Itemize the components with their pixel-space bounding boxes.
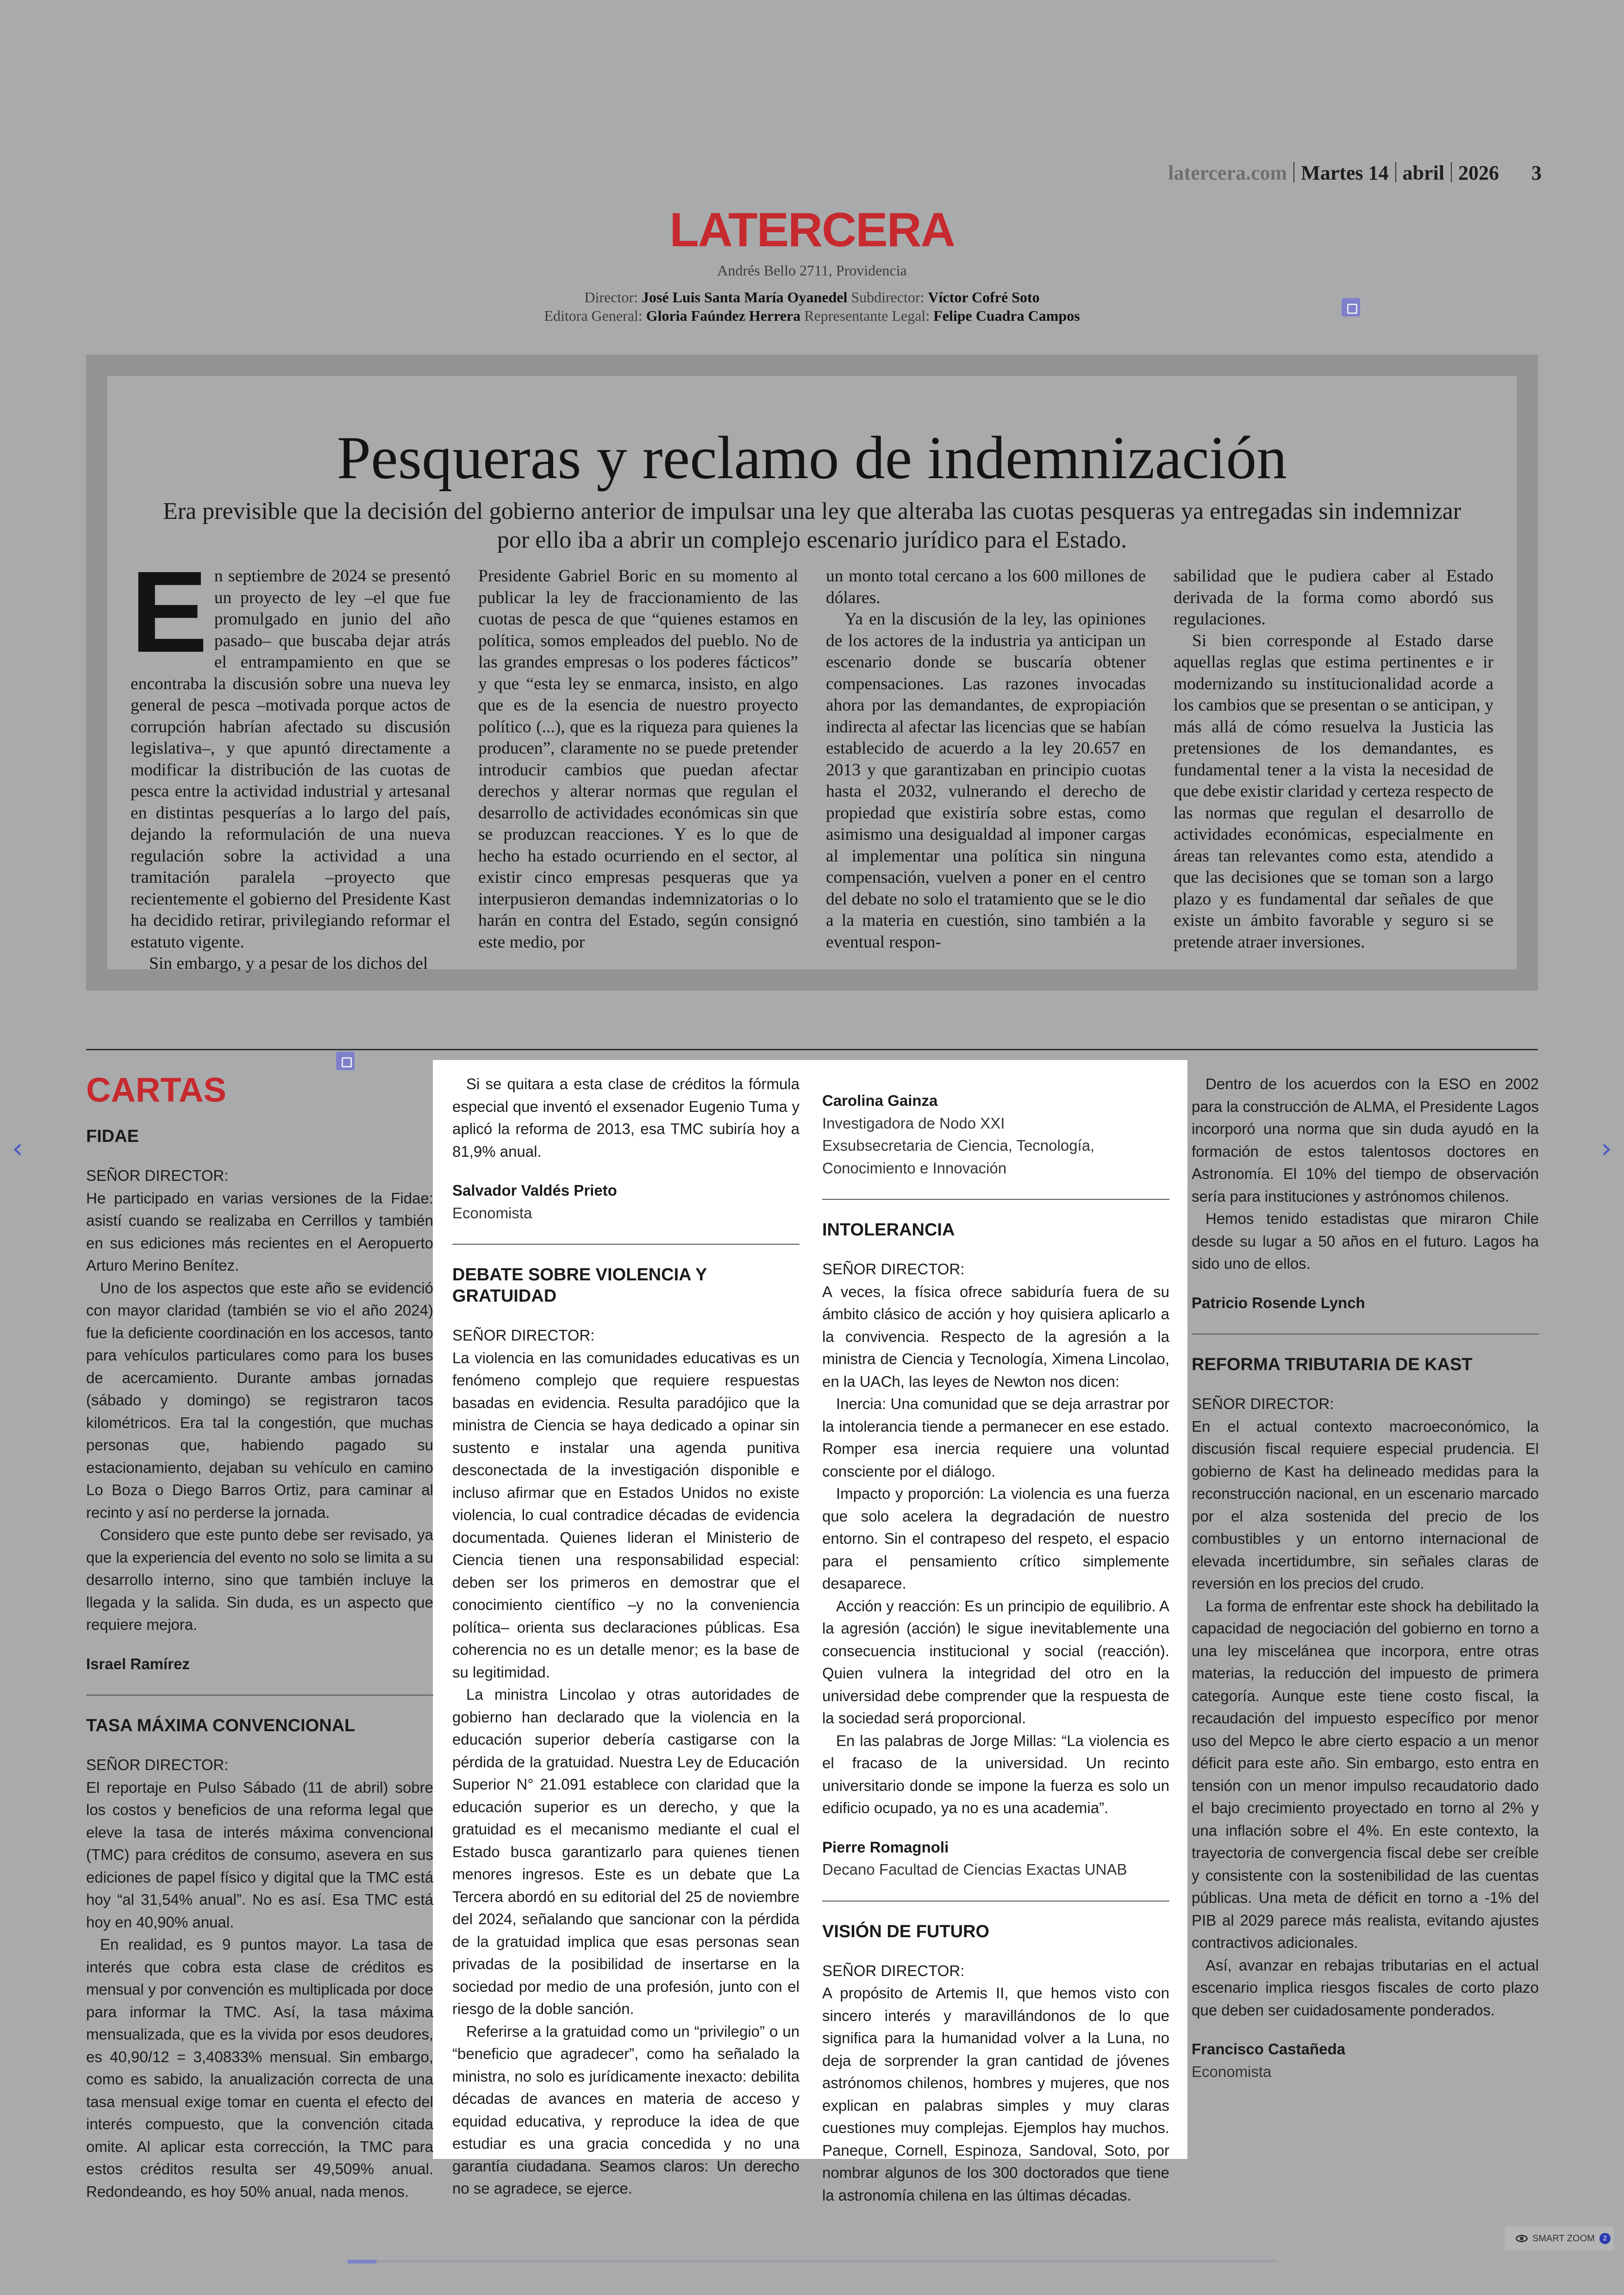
letter-paragraph: Uno de los aspectos que este año se evidenció con mayor claridad (también se vio el año 2024) fue la deficiente coordinación en los accesos, tanto para vehículos particulares como para los buses de acercamiento. Durante ambas jornadas (sábado y domingo) se registraron tacos kilométricos. Era tal la congestión, que muchas personas que, habiendo pagado su estacionamiento, dejaban su vehículo en camino Lo Boza o Diego Barros Ortiz, para caminar al recinto y así no perderse la jornada.	[86, 1279, 433, 1521]
next-page-icon[interactable]: ›	[1601, 1132, 1612, 1165]
editor-label: Editora General:	[544, 307, 643, 324]
newspaper-logo: LATERCERA	[669, 203, 955, 257]
subdirector-name: Víctor Cofré Soto	[928, 289, 1040, 306]
letter-salutation: SEÑOR DIRECTOR:	[1192, 1395, 1334, 1412]
credits-line-1	[0, 289, 1624, 306]
scrollbar-thumb[interactable]	[347, 2260, 377, 2264]
letter-divider	[86, 1695, 433, 1696]
letter-heading: FIDAE	[86, 1127, 139, 1146]
editorial-paragraph: Presidente Gabriel Boric en su momento al publicar la ley de fraccionamiento de las cuotas de pesca de que “quienes estamos en política, somos empleados del pueblo. No de las grandes empresas o los poderes fácticos” y que “esta ley se enmarca, insisto, en algo que es de la esencia de nuestro proyecto político (...), que es la riqueza para quienes la producen”, claramente no se puede pretender introducir cambios que puedan afectar derechos y alterar normas que regulan el desarrollo de actividades económicas sin que se produzcan reacciones. Y es lo que de hecho ha estado ocurriendo en el sector, al existir cinco empresas pesqueras que ya interpusieron demandas indemnizatorias o lo harán en contra del Estado, según consignó este medio, por	[478, 567, 798, 952]
editorial-paragraph: n septiembre de 2024 se presentó un proyecto de ley –el que fue promulgado en junio del año pasado– que buscaba dejar atrás el entrampamiento en que se encontraba la discusión sobre una nueva ley general de pesca –motivada porque actos de corrupción habrían afectado su discusión legislativa–, y que apuntó directamente a modificar la distribución de las cuotas de pesca entre la actividad industrial y artesanal en distintas pesquerías a lo largo del país, dejando la reformulación de una nueva regulación sobre la actividad a una tramitación paralela –proyecto que recientemente el gobierno del Presidente Kast ha decidido retirar, privilegiando reformar el estatuto vigente.	[131, 567, 450, 952]
letter-heading: DEBATE SOBRE VIOLENCIA Y GRATUIDAD	[452, 1265, 707, 1306]
page-number: 3	[1531, 162, 1542, 184]
letter-paragraph: Si se quitara a esta clase de créditos la fórmula especial que inventó el exsenador Eugenio Tuma y aplicó la reforma de 2013, esa TMC subiría hoy a 81,9% anual.	[452, 1075, 800, 1160]
smart-zoom-badge: 2	[1599, 2233, 1611, 2244]
letter-author: Patricio Rosende Lynch	[1192, 1294, 1365, 1311]
smart-zoom-label: SMART ZOOM	[1532, 2233, 1595, 2244]
letter-heading: REFORMA TRIBUTARIA DE KAST	[1192, 1355, 1473, 1374]
editorial-paragraph: Ya en la discusión de la ley, las opiniones de los actores de la industria ya anticipan un escenario donde se buscaría obtener compensaciones. Las razones invocadas ahora por las demandantes, de expropiación indirecta al afectar las licencias que se habían establecido de acuerdo a la ley 20.657 en 2013 y que garantizaban en principio cuotas hasta el 2032, vulnerando el derecho de propiedad que existiría sobre estas, como asimismo una desigualdad al imponer cargas al implementar una política sin ninguna compensación, vuelven a poner en el centro del debate no solo el tratamiento que se le dio a la materia en cuestión, sino también a la eventual respon-	[826, 610, 1146, 952]
letter-paragraph: En el actual contexto macroeconómico, la discusión fiscal requiere especial prudencia. El gobierno de Kast ha delineado medidas para la reconstrucción nacional, en un escenario marcado por el alza sostenida del precio de los combustibles y un entorno internacional de elevada incertidumbre, sin señales claras de reversión en los precios del crudo.	[1192, 1417, 1539, 1592]
editorial-frame	[86, 355, 1538, 991]
letter-author-role: Economista	[452, 1204, 532, 1222]
letter-heading: VISIÓN DE FUTURO	[822, 1921, 990, 1941]
letter-paragraph: Considero que este punto debe ser revisado, ya que la experiencia del evento no solo se limita a su desarrollo interno, sino que también incluye la llegada y la salida. Sin duda, es un aspecto que requiere mejora.	[86, 1526, 433, 1633]
letter-salutation: SEÑOR DIRECTOR:	[822, 1260, 965, 1278]
letter-divider	[822, 1199, 1169, 1200]
editorial-lede: Era previsible que la decisión del gobierno anterior de impulsar una ley que alteraba las cuotas pesqueras ya entregadas sin indemnizar por ello iba a abrir un complejo escenario jurídico para el Estado.	[162, 498, 1462, 553]
letter-paragraph: La ministra Lincolao y otras autoridades de gobierno han declarado que la violencia en la educación superior debería castigarse con la pérdida de la gratuidad. Nuestra Ley de Educación Superior N° 21.091 establece con claridad que la educación superior es un derecho, y que la gratuidad es el mecanismo mediante el cual el Estado busca garantizarlo para quienes tienen menores ingresos. Este es un debate que La Tercera abordó en su editorial del 25 de noviembre del 2024, señalando que sancionar con la pérdida de la gratuidad implica que esas personas sean privadas de la posibilidad de insertarse en la sociedad por medio de una profesión, junto con el riesgo de la doble sanción.	[452, 1686, 800, 2017]
editorial-paragraph: Sin embargo, y a pesar de los dichos del	[149, 954, 428, 973]
letter-paragraph: Así, avanzar en rebajas tributarias en el actual escenario implica riesgos fiscales de corto plazo que deben ser cuidadosamente ponderados.	[1192, 1956, 1539, 2019]
editorial-paragraph: sabilidad que le pudiera caber al Estado derivada de la forma como abordó sus regulaciones.	[1174, 567, 1493, 629]
letter-paragraph: En las palabras de Jorge Millas: “La violencia es el fracaso de la universidad. Un recinto universitario donde se impone la fuerza es solo un edificio ocupado, ya no es una academia”.	[822, 1732, 1169, 1816]
letter-paragraph: Inercia: Una comunidad que se deja arrastrar por la intolerancia tiende a permanecer en ese estado. Romper esa inercia requiere una voluntad consciente por el diálogo.	[822, 1395, 1169, 1480]
editor-name: Gloria Faúndez Herrera	[646, 307, 801, 324]
editorial-title: Pesqueras y reclamo de indemnización	[337, 424, 1287, 492]
editorial-column-1	[131, 547, 450, 975]
section-divider	[86, 1049, 1538, 1050]
letter-paragraph: La forma de enfrentar este shock ha debilitado la capacidad de negociación del gobierno en torno a una ley miscelánea que incorpora, entre otras materias, la reducción del impuesto de primera categoría. Aunque este tiene costo fiscal, la recaudación del impuesto específico por menor uso del Mepco le abre cierto espacio a un menor déficit para este año. Sin embargo, esto entra en tensión con un menor impulso recaudatorio dado el bajo crecimiento proyectado en torno al 2% y una inflación sobre el 4%. En este contexto, la trayectoria de convergencia fiscal debe ser creíble y consistente con la sostenibilidad de las cuentas públicas. Una meta de déficit en torno a -1% del PIB al 2029 parece más realista, evitando ajustes contractivos adicionales.	[1192, 1597, 1539, 1951]
letter-author-role: Decano Facultad de Ciencias Exactas UNAB	[822, 1861, 1127, 1878]
letter-paragraph: Hemos tenido estadistas que miraron Chile desde su lugar a 50 años en el futuro. Lagos ha sido uno de ellos.	[1192, 1210, 1539, 1272]
article-pin-icon[interactable]	[1342, 298, 1360, 317]
letters-pin-icon[interactable]	[336, 1052, 355, 1070]
section-title: CARTAS	[86, 1071, 226, 1109]
letter-salutation: SEÑOR DIRECTOR:	[452, 1327, 595, 1344]
folio-separator	[1395, 162, 1396, 182]
previous-page-icon[interactable]: ‹	[12, 1132, 23, 1165]
subdirector-label: Subdirector:	[851, 289, 924, 306]
letter-paragraph: La violencia en las comunidades educativas es un fenómeno complejo que requiere respuestas basadas en evidencia. Resulta paradójico que la ministra de Ciencia se haya dedicado a opinar sin sustento e instalar una agenda punitiva desconectada de la investigación disponible e incluso afirmar que en Estados Unidos no existe violencia, lo cual contradice décadas de evidencia documentada. Quienes lideran el Ministerio de Ciencia tienen una responsabilidad especial: deben ser los primeros en demostrar que el conocimiento científico –y no la conveniencia política– orienta sus declaraciones públicas. Esa coherencia no es un detalle menor; es la base de su legitimidad.	[452, 1349, 800, 1681]
director-label: Director:	[584, 289, 638, 306]
letter-paragraph: Impacto y proporción: La violencia es una fuerza que solo acelera la degradación de nuestro entorno. Sin el contrapeso del respeto, el espacio para el pensamiento crítico simplemente desaparece.	[822, 1485, 1169, 1592]
drop-cap: E	[131, 547, 208, 676]
letters-column-4	[1192, 1073, 1539, 2083]
horizontal-scrollbar[interactable]	[347, 2260, 1278, 2263]
letter-salutation: SEÑOR DIRECTOR:	[86, 1167, 229, 1184]
letter-salutation: SEÑOR DIRECTOR:	[86, 1756, 229, 1773]
folio-separator	[1293, 162, 1294, 182]
letter-paragraph: El reportaje en Pulso Sábado (11 de abril) sobre los costos y beneficios de una reforma legal que eleve la tasa de interés máxima convencional (TMC) para créditos de consumo, asevera en sus ediciones de papel físico y digital que la TMC está hoy “al 31,54% anual”. No es así. Esa TMC está hoy en 40,90% anual.	[86, 1778, 433, 1931]
letter-paragraph: A veces, la física ofrece sabiduría fuera de su ámbito clásico de acción y hoy quisiera aplicarlo a la convivencia. Respecto de la agresión a la ministra de Ciencia y Tecnología, Ximena Lincolao, en la UACh, las leyes de Newton nos dicen:	[822, 1283, 1169, 1390]
letter-heading: INTOLERANCIA	[822, 1220, 955, 1240]
letter-author: Pierre Romagnoli	[822, 1838, 949, 1856]
site-name: latercera.com	[1168, 162, 1287, 184]
letter-author: Francisco Castañeda	[1192, 2040, 1345, 2058]
folio-month: abril	[1402, 162, 1444, 184]
editorial-paragraph: Si bien corresponde al Estado darse aquellas reglas que estima pertinentes e ir modernizando su institucionalidad acorde a los cambios que se presentan o se anticipan, y más allá de cómo resuelva la Justicia las pretensiones de los demandantes, es fundamental tener a la vista la necesidad de que debe existir claridad y certeza respecto de las normas que regulan el desarrollo de actividades económicas, especialmente en áreas tan relevantes como esta, atendido a que las decisiones que se toman son a largo plazo y es fundamental dar señales de que existe un ámbito favorable y seguro si se pretende atraer inversiones.	[1174, 631, 1493, 952]
letter-divider	[1192, 1334, 1539, 1335]
credits-line-2	[0, 307, 1624, 324]
folio-separator	[1451, 162, 1452, 182]
letters-column-3	[822, 1073, 1169, 2207]
editorial-columns	[131, 547, 1493, 975]
letter-author: Salvador Valdés Prieto	[452, 1182, 617, 1199]
letter-author: Israel Ramírez	[86, 1655, 190, 1672]
letter-author-role: Economista	[1192, 2063, 1272, 2080]
editorial-column-2	[478, 566, 798, 975]
editorial-paragraph: un monto total cercano a los 600 millones de dólares.	[826, 567, 1146, 607]
letter-divider	[822, 1901, 1169, 1902]
letter-divider	[452, 1244, 800, 1245]
editorial-column-4	[1174, 566, 1493, 975]
letters-column-2	[452, 1073, 800, 2200]
newspaper-address: Andrés Bello 2711, Providencia	[717, 262, 907, 279]
legal-name: Felipe Cuadra Campos	[933, 307, 1080, 324]
letter-paragraph: Acción y reacción: Es un principio de equilibrio. A la agresión (acción) le sigue inevitablemente una consecuencia institucional y social (reacción). Quien vulnera la integridad del otro en la universidad debe comprender que la respuesta de la sociedad será proporcional.	[822, 1597, 1169, 1727]
letter-paragraph: Referirse a la gratuidad como un “privilegio” o un “beneficio que agradecer”, como ha señalado la ministra, no solo es jurídicamente inexacto: debilita décadas de avances en materia de acceso y equidad educativa, y reproduce la idea de que estudiar es una gracia concedida y no una garantía ciudadana. Seamos claros: Un derecho no se agradece, se ejerce.	[452, 2022, 800, 2197]
letter-salutation: SEÑOR DIRECTOR:	[822, 1962, 965, 1979]
letter-author-role: Investigadora de Nodo XXI	[822, 1114, 1005, 1132]
letter-paragraph: En realidad, es 9 puntos mayor. La tasa de interés que cobra esta clase de créditos es mensual y por convención es multiplicada por doce para informar la TMC. Así, la tasa máxima mensualizada, que es la vivida por esos deudores, es 40,90/12 = 3,40833% mensual. Sin embargo, como es sabido, la anualización correcta de una tasa mensual exige tomar en cuenta el efecto del interés compuesto, que la convención citada omite. Al aplicar esta corrección, la TMC para estos créditos resulta ser 49,509% anual. Redondeando, es hoy 50% anual, nada menos.	[86, 1936, 433, 2200]
letter-author: Carolina Gainza	[822, 1092, 938, 1109]
letters-column-1	[86, 1126, 433, 2203]
folio-weekday: Martes 14	[1301, 162, 1389, 184]
eye-icon	[1516, 2235, 1528, 2242]
letter-paragraph: Dentro de los acuerdos con la ESO en 2002 para la construcción de ALMA, el Presidente Lagos incorporó una norma que sin duda ayudó en la formación de estos talentosos doctores en Astronomía. El 10% del tiempo de observación sería para instituciones y astrónomos chilenos.	[1192, 1075, 1539, 1205]
director-name: José Luis Santa María Oyanedel	[641, 289, 848, 306]
letter-heading: TASA MÁXIMA CONVENCIONAL	[86, 1716, 356, 1735]
letter-author-role: Exsubsecretaria de Ciencia, Tecnología, Conocimiento e Innovación	[822, 1137, 1095, 1177]
smart-zoom-button[interactable]	[1505, 2226, 1614, 2251]
editorial-column-3	[826, 566, 1146, 975]
letter-paragraph: He participado en varias versiones de la Fidae: asistí cuando se realizaba en Cerrillos y también en sus ediciones más recientes en el Aeropuerto Arturo Merino Benítez.	[86, 1189, 433, 1274]
page-folio	[1168, 161, 1542, 185]
folio-year: 2026	[1458, 162, 1499, 184]
legal-label: Representante Legal:	[804, 307, 930, 324]
letter-paragraph: A propósito de Artemis II, que hemos visto con sincero interés y maravillándonos de lo que significa para la humanidad volver a la Luna, no deja de sorprender la gran cantidad de jóvenes astrónomos chilenos, hombres y mujeres, que nos explican en palabras simples y muy claras cuestiones muy complejas. Ejemplos hay muchos. Paneque, Cornell, Espinoza, Sandoval, Soto, por nombrar algunos de los 300 doctorados que tiene la astronomía chilena en las últimas décadas.	[822, 1984, 1169, 2204]
editorial-box[interactable]	[107, 376, 1517, 973]
